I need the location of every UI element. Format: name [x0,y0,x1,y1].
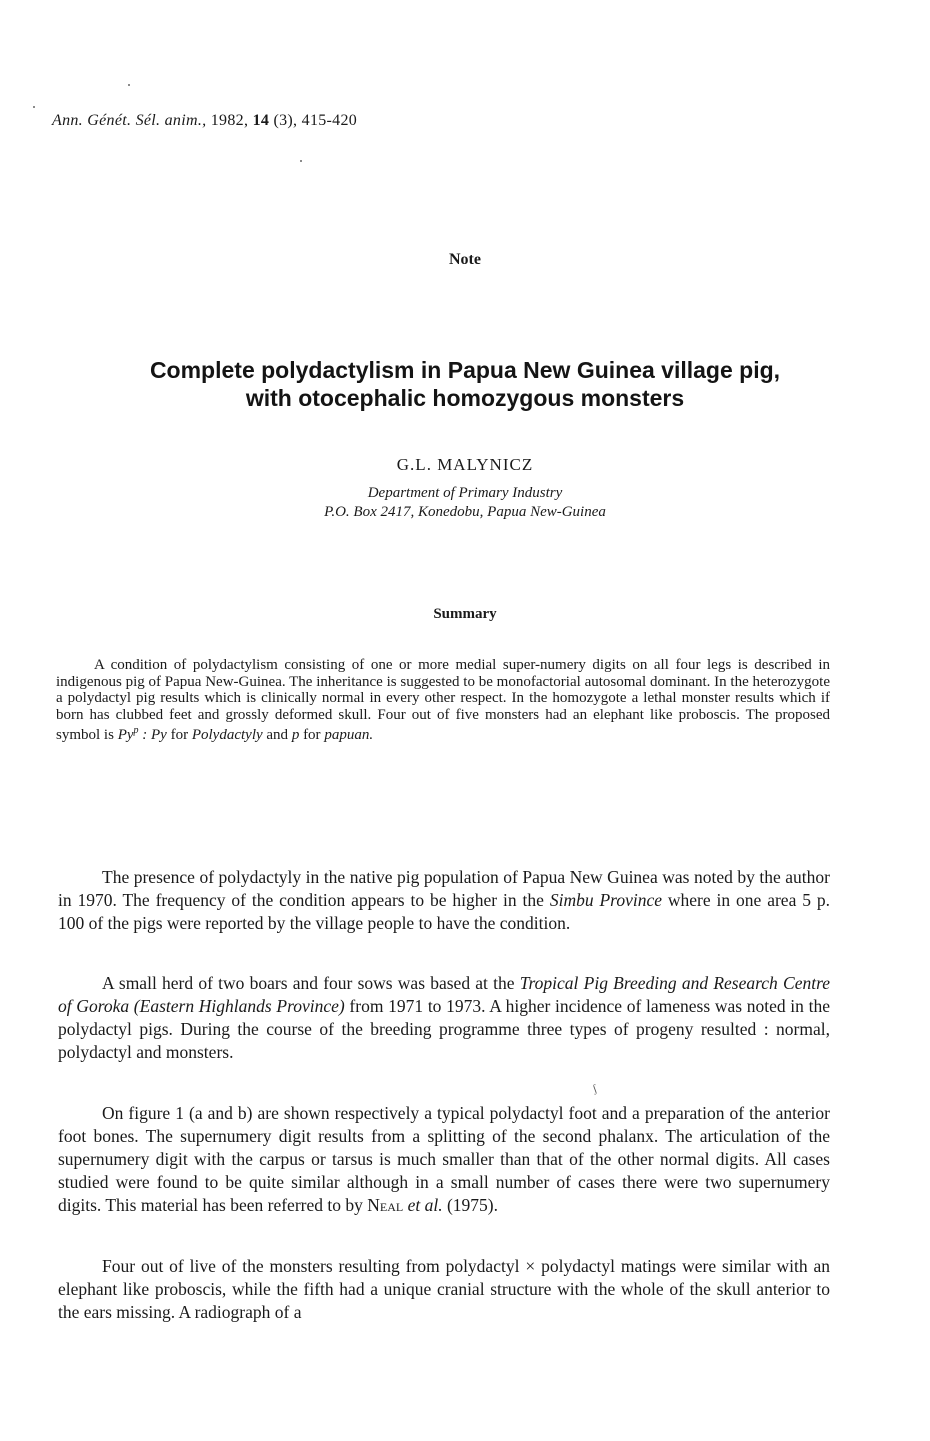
journal-name: Ann. Génét. Sél. anim., [52,112,207,129]
scan-mark: ʃ [591,1082,599,1096]
scan-speck [33,106,35,108]
gene-name: Polydactyly [191,727,263,743]
gene-symbol: Py$^p$ : Py [117,725,167,743]
author-name: G.L. MALYNICZ [396,455,534,474]
summary-text: A condition of polydactylism consisting of one or more medial super-numery digits on all four legs is described in indigenous pig of Papua New-Guinea. The inheritance is suggested to be monofactorial autosomal dominant. In the heterozygote a polydactyl pig results which is clinically normal in every other respect. In the homozygote a lethal monster results which if born has clubbed feet and grossly deformed skull. Four out of five monsters had an elephant like proboscis. The proposed symbol is [56,657,830,743]
affiliation-line-1: Department of Primary Industry [367,485,563,501]
title-line-2: with otocephalic homozygous monsters [245,385,685,411]
scan-speck [300,160,302,162]
research-centre-name: Tropical Pig Breeding and Research Centre of Goroka (Eastern Highlands Province) [58,973,830,1016]
reference-author: Neal [367,1195,404,1215]
allele-name: papuan. [324,727,374,743]
allele-letter: p [291,727,300,743]
body-paragraph-1: The presence of polydactyly in the native pig population of Papua New Guinea was noted by the author in 1970. The frequency of the condition appears to be higher in the Simbu Province where in one area 5 p. 100 of the pigs were reported by the village people to have the condition. [58,867,831,933]
journal-citation [52,112,357,130]
article-title [40,356,890,412]
citation-issue: (3), [273,112,298,129]
citation-year: 1982, [210,112,249,129]
body-paragraph-3: On figure 1 (a and b) are shown respectively a typical polydactyl foot and a preparation of the anterior foot bones. The supernumery digit results from a splitting of the second phalanx. The articulation of the supernumery digit with the carpus or tarsus is much smaller than that of the other normal digits. All cases studied were found to be quite similar although in a small number of cases there were two supernumery digits. This material has been referred to by Neal et al. (1975). [58,1103,830,1215]
body-paragraph-2: A small herd of two boars and four sows was based at the Tropical Pig Breeding and Research Centre of Goroka (Eastern Highlands Province) from 1971 to 1973. A higher incidence of lameness was noted in the polydactyl pigs. During the course of the breeding programme three types of progeny resulted : normal, polydactyl and monsters. [58,973,830,1062]
affiliation-line-2: P.O. Box 2417, Konedobu, Papua New-Guinea [324,504,606,520]
title-line-1: Complete polydactylism in Papua New Guinea village pig, [149,357,781,383]
body-paragraph-4: Four out of live of the monsters resulting from polydactyl × polydactyl matings were similar with an elephant like proboscis, while the fifth had a unique cranial structure with the whole of the skull anterior to the ears missing. A radiograph of a [58,1256,830,1322]
note-label: Note [449,251,481,268]
scan-speck [128,84,130,86]
summary-paragraph: A condition of polydactylism consisting of one or more medial super-numery digits on all four legs is described in indigenous pig of Papua New-Guinea. The inheritance is suggested to be monofactorial autosomal dominant. In the heterozygote a polydactyl pig results which is clinically normal in every other respect. In the homozygote a lethal monster results which if born has clubbed feet and grossly deformed skull. Four out of five monsters had an elephant like proboscis. The proposed symbol is Py$^p$ : Py for Polydactyly and p for papuan. [56,657,830,743]
citation-pages: 415-420 [301,112,358,129]
citation-volume: 14 [252,112,270,129]
author-affiliation [0,484,930,522]
reference-etal: et al. [407,1195,443,1215]
summary-heading: Summary [433,606,497,622]
province-name: Simbu Province [549,890,662,910]
